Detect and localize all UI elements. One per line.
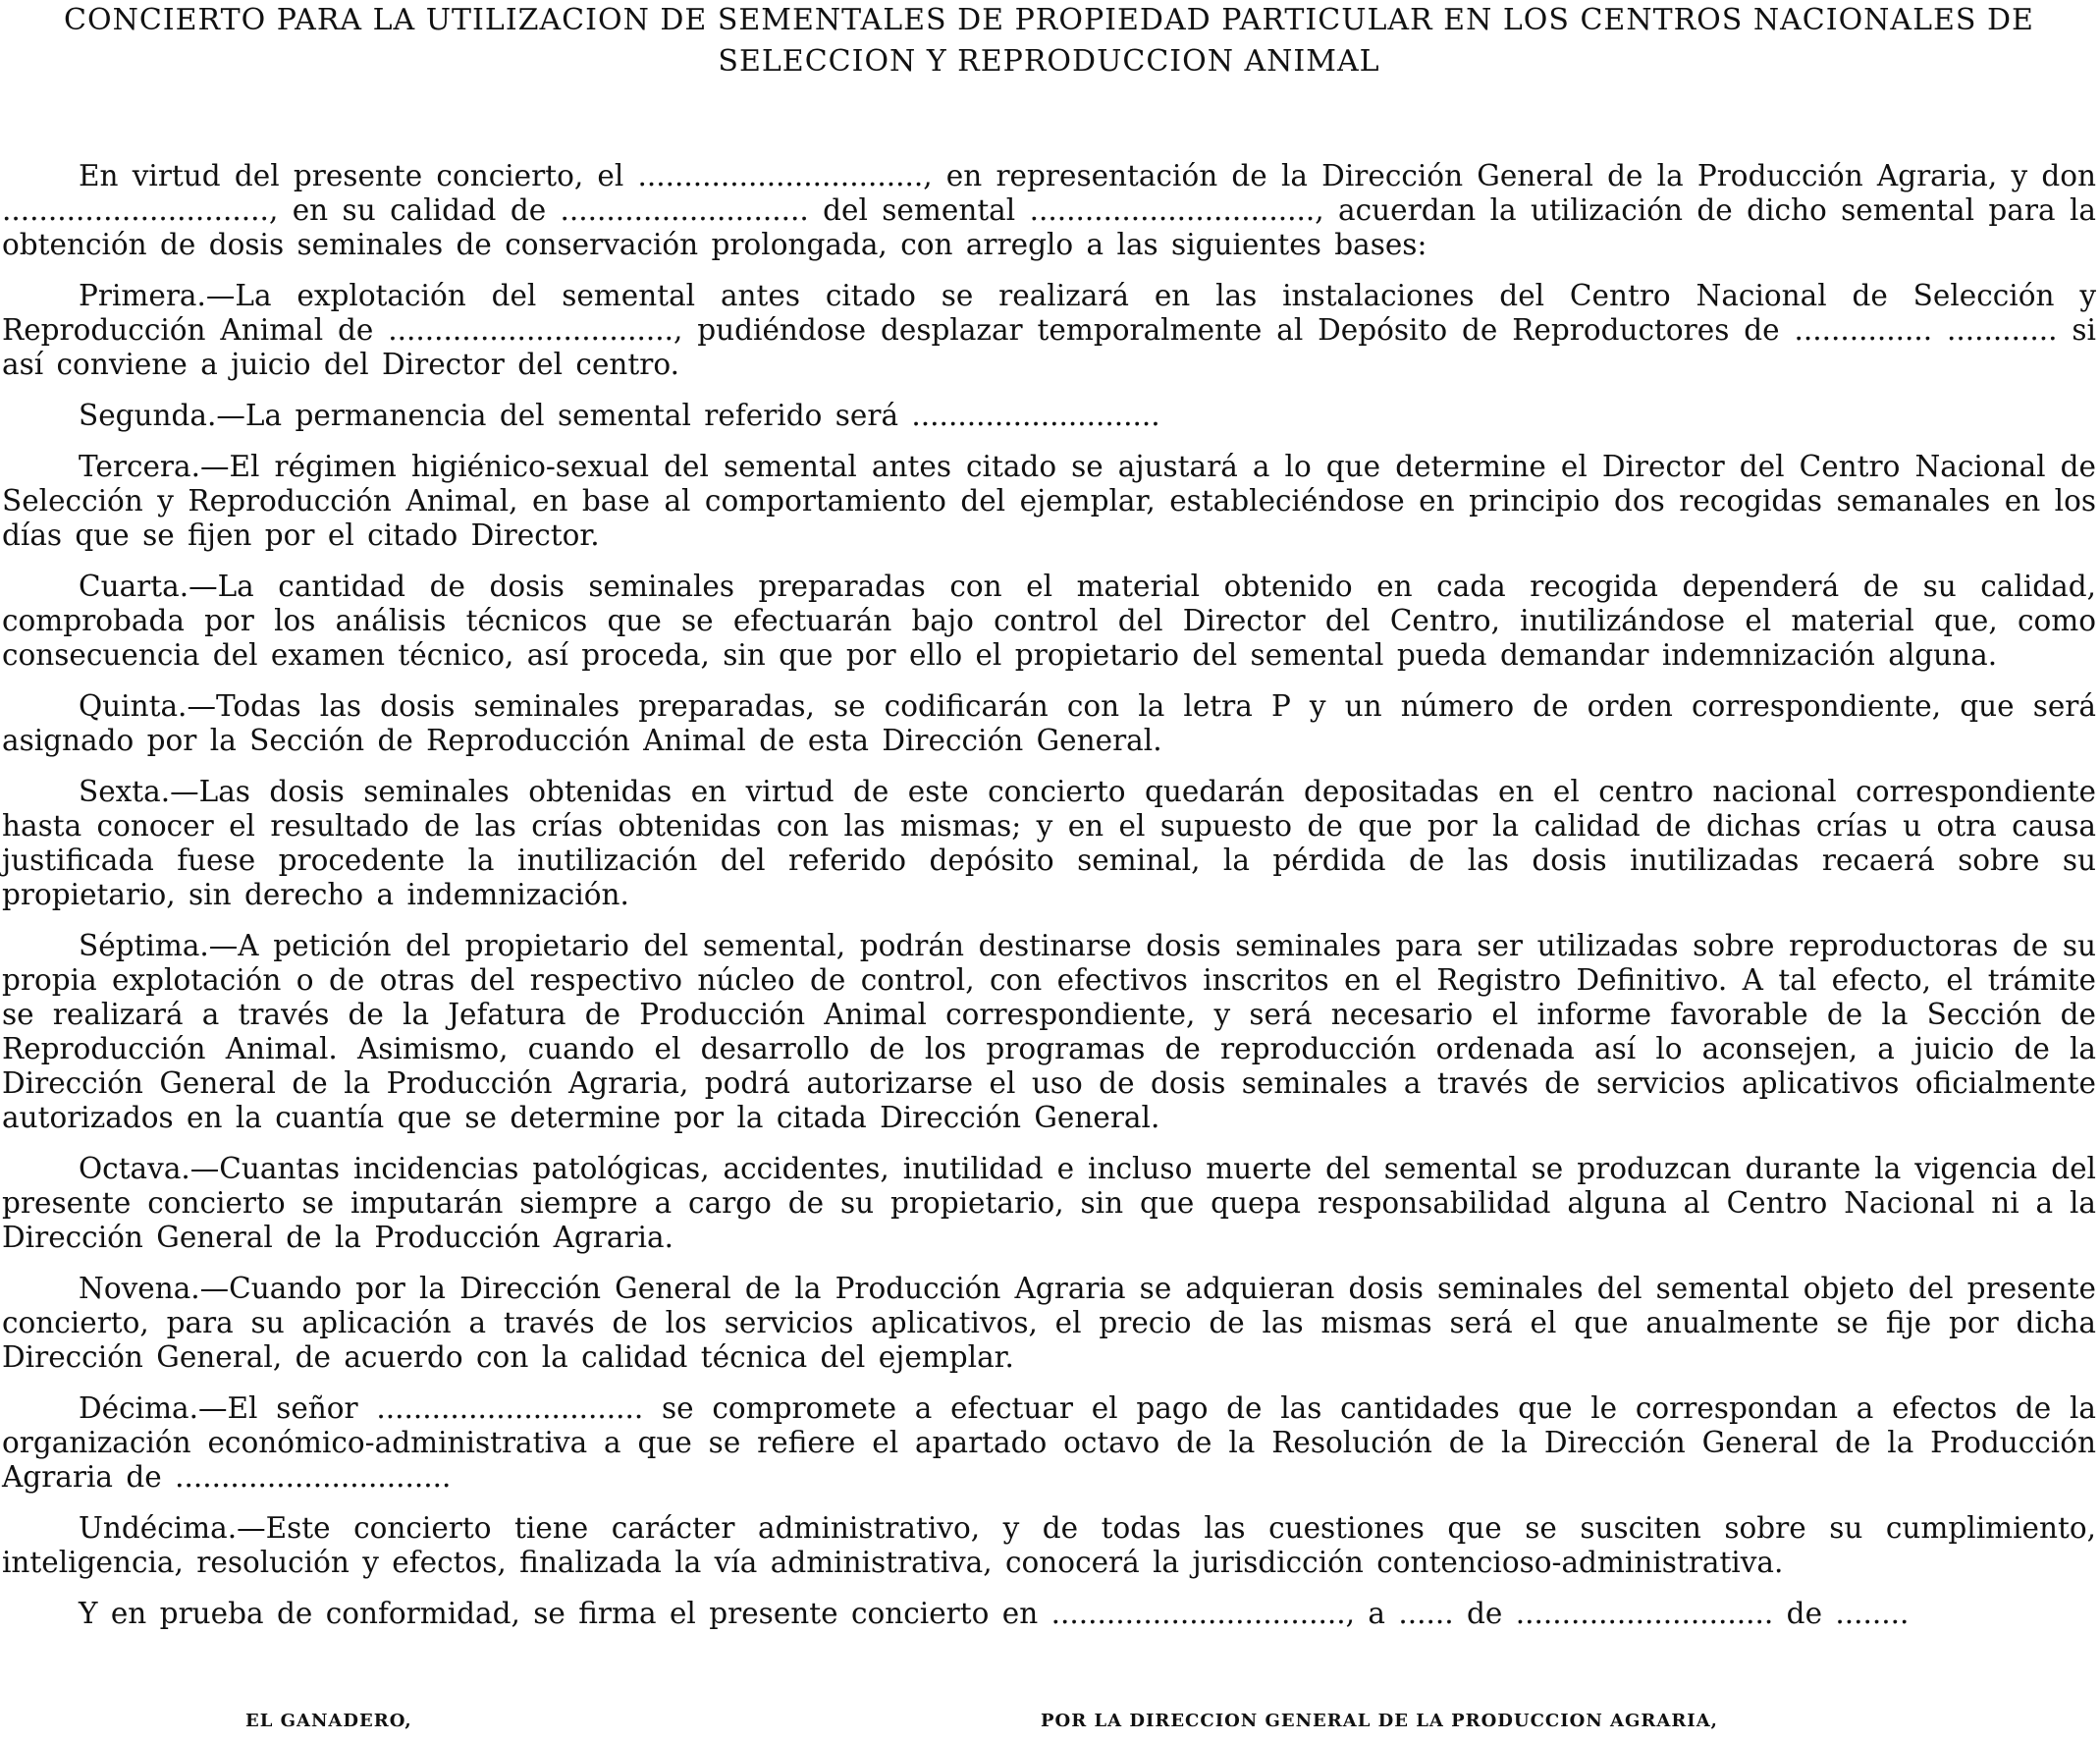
paragraph-sexta: Sexta.—Las dosis seminales obtenidas en virtud de este concierto quedarán depositadas en el centro nacional correspondiente hasta conocer el resultado de las crías obtenidas con las mismas; y en el supuesto de que por la calidad de dichas crías u otra causa justificada fuese procedente la inutilización del referido depósito seminal, la pérdida de las dosis inutilizadas recaerá sobre su propietario, sin derecho a indemnización.	[2, 775, 2096, 911]
paragraph-septima: Séptima.—A petición del propietario del semental, podrán destinarse dosis seminales para ser utilizadas sobre reproductoras de su propia explotación o de otras del respectivo núcleo de control, con efectivos inscritos en el Registro Definitivo. A tal efecto, el trámite se realizará a través de la Jefatura de Producción Animal correspondiente, y será necesario el informe favorable de la Sección de Reproducción Animal. Asimismo, cuando el desarrollo de los programas de reproducción ordenada así lo aconsejen, a juicio de la Dirección General de la Producción Agraria, podrá autorizarse el uso de dosis seminales a través de servicios aplicativos oficialmente autorizados en la cuantía que se determine por la citada Dirección General.	[2, 929, 2096, 1134]
paragraph-primera: Primera.—La explotación del semental antes citado se realizará en las instalaciones del Centro Nacional de Selección y Reproducción Animal de ..............................., pudiéndose desplazar temporalmente al Depósito de Reproductores de ............... ............ si así conviene a juicio del Director del centro.	[2, 279, 2096, 381]
paragraph-decima: Décima.—El señor ............................. se compromete a efectuar el pago de las cantidades que le correspondan a efectos de la organización económico-administrativa a que se refiere el apartado octavo de la Resolución de la Dirección General de la Producción Agraria de ..............................	[2, 1391, 2096, 1494]
title-line-2: SELECCION Y REPRODUCCION ANIMAL	[718, 44, 1380, 79]
document-title	[2, 0, 2096, 82]
title-line-1: CONCIERTO PARA LA UTILIZACION DE SEMENTALES DE PROPIEDAD PARTICULAR EN LOS CENTROS NACIONALES DE	[64, 3, 2034, 37]
paragraph-octava: Octava.—Cuantas incidencias patológicas, accidentes, inutilidad e incluso muerte del semental se produzcan durante la vigencia del presente concierto se imputarán siempre a cargo de su propietario, sin que quepa responsabilidad alguna al Centro Nacional ni a la Dirección General de la Producción Agraria.	[2, 1152, 2096, 1254]
paragraph-segunda: Segunda.—La permanencia del semental referido será ...........................	[79, 399, 1160, 432]
paragraph-quinta: Quinta.—Todas las dosis seminales preparadas, se codificarán con la letra P y un número de orden correspondiente, que será asignado por la Sección de Reproducción Animal de esta Dirección General.	[2, 689, 2096, 757]
paragraph-intro: En virtud del presente concierto, el ..............................., en representación de la Dirección General de la Producción Agraria, y don ............................., en su calidad de ........................... del semental ..............................., acuerdan la utilización de dicho semental para la obtención de dosis seminales de conservación prolongada, con arreglo a las siguientes bases:	[2, 159, 2096, 261]
paragraph-tercera: Tercera.—El régimen higiénico-sexual del semental antes citado se ajustará a lo que determine el Director del Centro Nacional de Selección y Reproducción Animal, en base al comportamiento del ejemplar, estableciéndose en principio dos recogidas semanales en los días que se fijen por el citado Director.	[2, 450, 2096, 552]
signature-ganadero: EL GANADERO,	[245, 1711, 412, 1731]
document-body	[2, 159, 2096, 1631]
signature-direccion-general: POR LA DIRECCION GENERAL DE LA PRODUCCION AGRARIA,	[1041, 1711, 1718, 1731]
paragraph-novena: Novena.—Cuando por la Dirección General de la Producción Agraria se adquieran dosis seminales del semental objeto del presente concierto, para su aplicación a través de los servicios aplicativos, el precio de las mismas será el que anualmente se fije por dicha Dirección General, de acuerdo con la calidad técnica del ejemplar.	[2, 1272, 2096, 1374]
paragraph-cuarta: Cuarta.—La cantidad de dosis seminales preparadas con el material obtenido en cada recogida dependerá de su calidad, comprobada por los análisis técnicos que se efectuarán bajo control del Director del Centro, inutilizándose el material que, como consecuencia del examen técnico, así proceda, sin que por ello el propietario del semental pueda demandar indemnización alguna.	[2, 570, 2096, 672]
paragraph-undecima: Undécima.—Este concierto tiene carácter administrativo, y de todas las cuestiones que se susciten sobre su cumplimiento, inteligencia, resolución y efectos, finalizada la vía administrativa, conocerá la jurisdicción contencioso-administrativa.	[2, 1511, 2096, 1579]
paragraph-conformidad: Y en prueba de conformidad, se firma el presente concierto en ................................, a ...... de ............................ de ........	[79, 1597, 1910, 1630]
